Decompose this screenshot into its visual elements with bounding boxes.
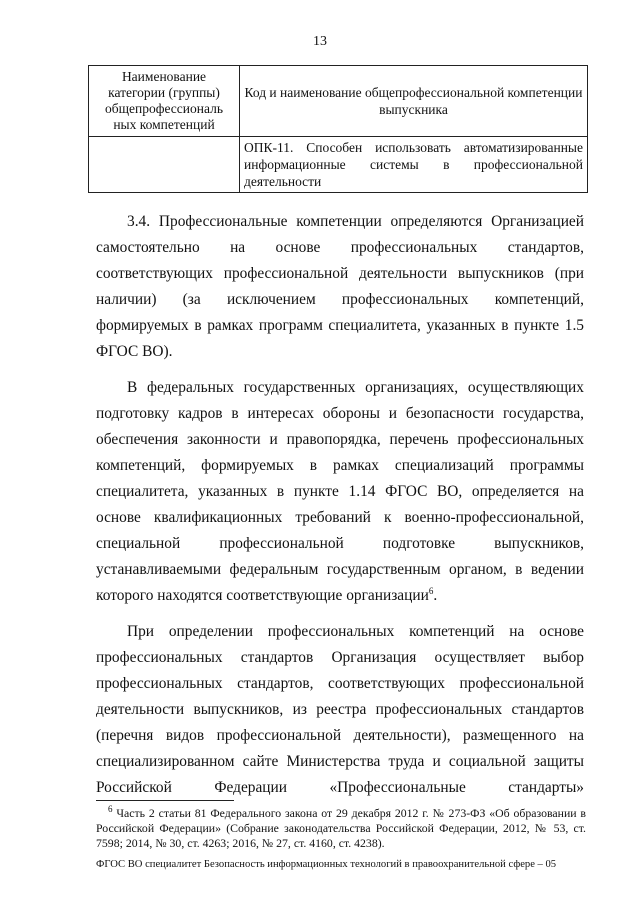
table-row [89,137,588,193]
paragraph-standards-selection: При определении профессиональных компетенций на основе профессиональных стандартов Организация осуществляет выбор профессиональных стандартов, соответствующих профессиональной деятельности выпускников, из реестра профессиональных стандартов (перечня видов профессиональной деятельности), размещенного на специализированном сайте Министерства труда и социальной защиты Российской Федерации «Профессиональные стандарты» [96,623,584,796]
table-cell-competence: ОПК-11. Способен использовать автоматизированные информационные системы в профессиональной деятельности [240,137,588,193]
table-header-category: Наименование категории (группы) общепрофессиональ ных компетенций [89,66,240,137]
paragraph-federal-organizations: В федеральных государственных организациях, осуществляющих подготовку кадров в интересах обороны и безопасности государства, обеспечения законности и правопорядка, перечень профессиональных компетенций, формируемых в рамках специализаций программы специалитета, указанных в пункте 1.14 ФГОС ВО, определяется на основе квалификационных требований к военно-профессиональной, специальной профессиональной подготовке выпускников, устанавливаемыми федеральным государственным органом, в ведении которого находятся соответствующие организации$^6$. [96,379,584,604]
document-footer: ФГОС ВО специалитет Безопасность информационных технологий в правоохранительной сфере – 05 [96,859,557,870]
page-number: 13 [313,34,327,49]
body-text [96,209,584,811]
footnote [96,806,586,851]
footnote-ref: 6 [428,585,434,596]
table-header-row [89,66,588,137]
paragraph-federal-text: В федеральных государственных организациях, осуществляющих подготовку кадров в интересах обороны и безопасности государства, обеспечения законности и правопорядка, перечень профессиональных компетенций, формируемых в рамках специализаций программы специалитета, указанных в пункте 1.14 ФГОС ВО, определяется на основе квалификационных требований к военно-профессиональной, специальной профессиональной подготовке выпускников, устанавливаемыми федеральным государственным органом, в ведении которого находятся соответствующие организации [96,379,584,604]
footnote-marker: 6 [108,804,113,815]
table-header-code: Код и наименование общепрофессиональной компетенции выпускника [240,66,588,137]
footnote-divider [96,800,234,801]
table-cell-category [89,137,240,193]
paragraph-3-4: 3.4. Профессиональные компетенции определяются Организацией самостоятельно на основе профессиональных стандартов, соответствующих профессиональной деятельности выпускников (при наличии) (за исключением профессиональных компетенций, формируемых в рамках программ специалитета, указанных в пункте 1.5 ФГОС ВО). [96,213,584,360]
footnote-text: Часть 2 статьи 81 Федерального закона от 29 декабря 2012 г. № 273-ФЗ «Об образовании в Российской Федерации» (Собрание законодательства Российской Федерации, 2012, № 53, ст. 7598; 2014, № 30, ст. 4263; 2016, № 27, ст. 4160, ст. 4238). [96,806,587,850]
competencies-table [88,65,588,193]
